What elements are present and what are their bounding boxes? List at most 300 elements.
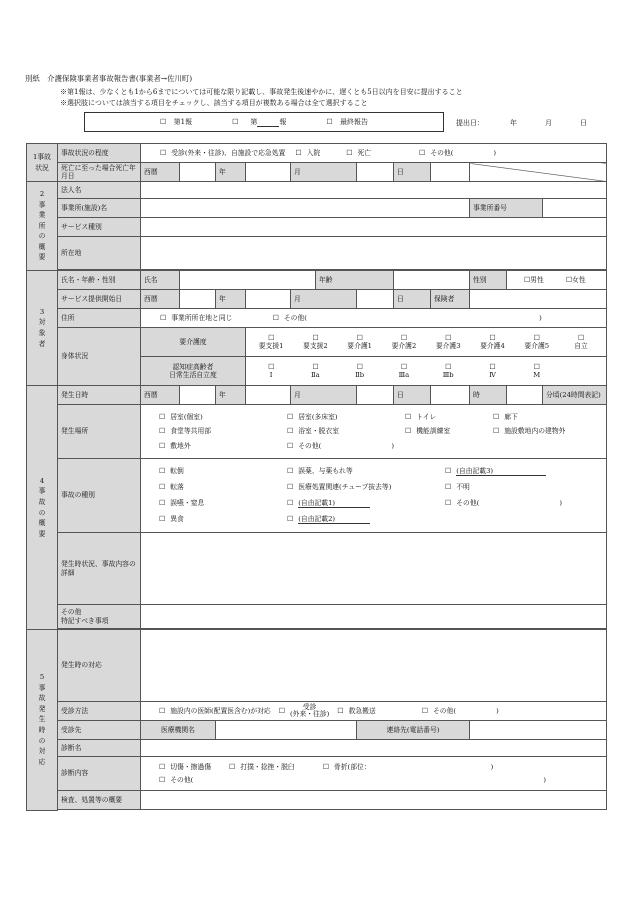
year-label: 年 [216, 290, 246, 309]
checkbox[interactable]: ☐ [159, 499, 166, 507]
checkbox[interactable]: ☐ [400, 362, 407, 371]
day-label: 日 [394, 290, 431, 309]
death-year-input[interactable] [180, 163, 216, 182]
care-level-text: 要支援1 [258, 342, 284, 350]
body-condition-label: 身体状況 [58, 328, 141, 386]
place-option-label: その他( [298, 441, 322, 450]
title-char: 時 [38, 726, 46, 735]
dementia-option[interactable] [249, 363, 293, 380]
dementia-level-text: Ⅱb [355, 371, 365, 379]
instruction-note-2: ※選択肢については該当する項目をチェックし、該当する項目が複数ある場合は全て選択すること [60, 99, 368, 107]
method-option-label: その他( [433, 706, 457, 715]
dementia-label [141, 357, 246, 386]
checkbox[interactable]: ☐ [268, 362, 275, 371]
place-option[interactable] [287, 427, 405, 435]
place-option[interactable] [493, 413, 607, 421]
checkbox[interactable]: ☐ [287, 412, 294, 421]
checkbox[interactable]: ☐ [533, 362, 540, 371]
detail-label: 発生時状況、事故内容の詳細 [58, 533, 141, 605]
title-char: 2 [39, 190, 45, 199]
start-year-input[interactable] [180, 290, 216, 309]
kind-option-label: (自由記載3) [456, 467, 546, 476]
office-number-input[interactable] [543, 199, 607, 218]
checkbox[interactable]: ☐ [160, 313, 167, 322]
method-option-visit[interactable] [279, 704, 330, 719]
checkbox[interactable]: ☐ [159, 776, 166, 784]
checkbox[interactable]: ☐ [577, 333, 585, 342]
response-label: 発生時の対応 [58, 630, 141, 702]
service-type-label: サービス種別 [58, 218, 141, 237]
checkbox[interactable]: ☐ [287, 483, 294, 492]
sex-male-option[interactable] [524, 276, 544, 284]
title-char: 対 [38, 318, 46, 327]
submit-month-label: 月 [545, 119, 552, 127]
subject-address-label: 住所 [58, 309, 141, 328]
title-char: 発 [38, 704, 46, 713]
kind-option-label: 転倒 [170, 467, 184, 476]
place-option[interactable] [405, 427, 493, 435]
dementia-level-text: Ⅲb [442, 371, 454, 379]
checkbox[interactable]: ☐ [159, 412, 166, 421]
checkbox[interactable]: ☐ [287, 499, 294, 507]
sex-female-label: 女性 [571, 275, 586, 284]
checkbox[interactable]: ☐ [445, 362, 452, 371]
place-label: 発生場所 [58, 405, 141, 459]
close-paren: ) [559, 499, 562, 507]
checkbox[interactable]: ☐ [565, 275, 572, 284]
office-name-label: 事業所(施設)名 [58, 199, 141, 218]
title-char: 故 [38, 497, 46, 506]
occ-year-input[interactable] [180, 386, 216, 405]
title-char: 所 [38, 221, 46, 230]
death-month-input[interactable] [357, 163, 394, 182]
diag-option-label: 骨折(部位： [333, 762, 371, 771]
care-level-text: 要支援2 [303, 342, 328, 350]
checkbox[interactable]: ☐ [356, 362, 363, 371]
kind-option[interactable] [287, 483, 445, 491]
place-option-label: 施設敷地内の建物外 [504, 427, 566, 436]
report-nth-suffix: 報 [279, 118, 287, 126]
place-option-label: 廊下 [504, 412, 518, 421]
death-day-input[interactable] [431, 163, 470, 182]
section-2-title [27, 182, 58, 271]
close-paren: ) [539, 313, 542, 322]
address-label: 所在地 [58, 237, 141, 270]
spacer [58, 810, 607, 811]
diag-option-label: その他( [170, 776, 194, 784]
checkbox[interactable]: ☐ [278, 706, 285, 715]
kind-option[interactable] [445, 467, 595, 476]
place-option[interactable] [405, 413, 493, 421]
severity-option-label: 入院 [306, 148, 321, 157]
place-option[interactable] [287, 413, 405, 421]
checkbox[interactable]: ☐ [445, 333, 452, 342]
month-label: 月 [291, 163, 357, 182]
place-option[interactable] [159, 442, 287, 450]
diag-option-label: 切傷・擦過傷 [170, 762, 212, 771]
submit-day-label: 日 [580, 119, 587, 127]
corp-name-label: 法人名 [58, 182, 141, 199]
checkbox[interactable]: ☐ [287, 467, 294, 476]
section-4-title-text [30, 476, 54, 539]
dementia-option[interactable] [382, 363, 426, 380]
report-nth-input[interactable] [257, 118, 279, 127]
place-option-label: 敷地外 [170, 441, 191, 450]
close-paren: ) [493, 148, 497, 157]
section-3-title [27, 271, 58, 386]
title-char: 要 [38, 529, 46, 538]
office-name-input[interactable] [141, 199, 470, 218]
diagonal-blank [470, 163, 607, 182]
severity-option-label: 死亡 [357, 148, 372, 157]
checkbox[interactable]: ☐ [489, 362, 496, 371]
title-char: 3 [39, 307, 45, 316]
report-type-box [84, 112, 444, 132]
dementia-option[interactable] [515, 363, 559, 380]
diag-option-other[interactable] [159, 776, 546, 784]
title-char: 事 [38, 487, 46, 496]
section-1-title [27, 144, 58, 182]
exam-label: 検査、処置等の概要 [58, 791, 141, 810]
subject-name-input[interactable] [180, 271, 316, 290]
report-first-label: 第1報 [173, 118, 193, 126]
care-level-option[interactable] [559, 334, 603, 351]
month-label: 月 [291, 386, 357, 405]
dementia-level-text: Ⅲa [398, 371, 410, 379]
response-input[interactable] [141, 630, 607, 702]
year-label: 年 [216, 163, 246, 182]
severity-option-hospital[interactable] [295, 149, 320, 157]
occurrence-datetime-label: 発生日時 [58, 386, 141, 405]
checkbox[interactable]: ☐ [405, 412, 412, 421]
kind-option-label: 誤薬、与薬もれ等 [298, 467, 353, 476]
dementia-level-text: Ⅰ [269, 371, 273, 379]
checkbox[interactable]: ☐ [287, 427, 294, 436]
kind-option[interactable] [159, 483, 287, 491]
era-label: 西暦 [141, 163, 180, 182]
era-label: 西暦 [141, 290, 180, 309]
care-level-option[interactable] [338, 334, 382, 351]
title-char: 概 [38, 242, 46, 251]
severity-option-label: 受診(外来・往診)、自施設で応急処置 [171, 148, 286, 157]
diagnosis-content-label: 診断内容 [58, 757, 141, 791]
place-option-other[interactable] [287, 442, 405, 450]
care-level-option[interactable] [470, 334, 514, 351]
accident-kind-label: 事故の種別 [58, 459, 141, 533]
submit-year-label: 年 [510, 119, 517, 127]
close-paren: ) [543, 776, 546, 784]
title-char: 4 [39, 476, 45, 485]
care-level-options [246, 328, 607, 357]
care-level-text: 要介護4 [480, 342, 505, 350]
method-option-doctor[interactable] [159, 707, 271, 715]
diagnosis-label: 診断名 [58, 740, 141, 757]
checkbox[interactable]: ☐ [493, 427, 500, 436]
corp-name-input[interactable] [141, 182, 607, 199]
kind-option[interactable] [287, 499, 445, 508]
accident-report-form [26, 143, 607, 811]
report-final-label: 最終報告 [340, 118, 369, 126]
consult-method-options [141, 702, 607, 721]
report-nth-prefix: 第 [250, 118, 258, 126]
care-level-text: 要介護2 [391, 342, 417, 350]
day-label: 日 [394, 163, 431, 182]
care-level-option[interactable] [293, 334, 337, 351]
checkbox[interactable]: ☐ [287, 515, 294, 524]
checkbox[interactable]: ☐ [159, 441, 166, 450]
section-4-title [27, 386, 58, 630]
dementia-options [246, 357, 607, 386]
checkbox[interactable]: ☐ [159, 515, 166, 524]
checkbox[interactable]: ☐ [337, 706, 344, 715]
dementia-spacer [559, 363, 603, 380]
place-option[interactable] [159, 413, 287, 421]
dementia-option[interactable] [426, 363, 470, 380]
severity-option-label: その他( [430, 148, 454, 157]
contact-label: 連絡先(電話番号) [357, 721, 470, 740]
report-first-option[interactable] [160, 117, 192, 127]
insurer-input[interactable] [470, 290, 607, 309]
kind-option[interactable] [287, 467, 445, 476]
occ-month-input[interactable] [246, 386, 291, 405]
checkbox[interactable]: ☐ [524, 275, 531, 284]
kind-option-label: 医療処置関連(チューブ抜去等) [298, 483, 392, 492]
title-char: 事 [38, 200, 46, 209]
dementia-option[interactable] [293, 363, 337, 380]
method-option-visit-line1: 受診 [302, 702, 317, 711]
care-level-text: 要介護3 [435, 342, 461, 350]
death-month-field[interactable] [246, 163, 291, 182]
start-month-input[interactable] [246, 290, 291, 309]
occ-day-input[interactable] [357, 386, 394, 405]
care-level-option[interactable] [382, 334, 426, 351]
checkbox[interactable]: ☐ [346, 148, 353, 157]
kind-option-label: 転落 [170, 483, 184, 492]
close-paren: ) [490, 762, 494, 771]
checkbox[interactable]: ☐ [419, 148, 426, 157]
title-char: 要 [38, 253, 46, 262]
checkbox[interactable]: ☐ [159, 706, 166, 715]
service-start-label: サービス提供開始日 [58, 290, 141, 309]
checkbox[interactable]: ☐ [322, 762, 329, 771]
checkbox[interactable]: ☐ [421, 706, 428, 715]
checkbox[interactable]: ☐ [445, 499, 452, 507]
dementia-option[interactable] [470, 363, 514, 380]
checkbox[interactable]: ☐ [287, 441, 294, 450]
checkbox[interactable]: ☐ [159, 762, 166, 771]
place-option[interactable] [493, 427, 607, 435]
method-option-visit-line2: (外来・往診) [290, 710, 330, 718]
checkbox[interactable]: ☐ [489, 333, 496, 342]
age-label: 年齢 [316, 271, 394, 290]
consult-dest-label: 受診先 [58, 721, 141, 740]
diagnosis-content-options [141, 757, 607, 791]
method-option-label: 救急搬送 [348, 706, 376, 715]
hour-label: 時 [470, 386, 507, 405]
exam-input[interactable] [141, 791, 607, 810]
diag-option[interactable] [323, 763, 494, 771]
other-notes-label-line1: その他 [61, 608, 82, 617]
diag-option[interactable] [229, 763, 295, 771]
dementia-level-text: Ⅳ [489, 371, 496, 379]
checkbox[interactable]: ☐ [312, 362, 319, 371]
close-paren: ) [391, 441, 394, 450]
office-number-label: 事業所番号 [470, 199, 543, 218]
care-level-text: 要介護1 [347, 342, 373, 350]
year-label: 年 [216, 386, 246, 405]
report-nth-option[interactable] [232, 117, 286, 127]
title-char: の [38, 232, 46, 241]
occ-minute-input[interactable] [507, 386, 543, 405]
severity-option-other[interactable] [419, 149, 496, 157]
age-input[interactable] [394, 271, 470, 290]
diagnosis-input[interactable] [141, 740, 607, 757]
minute-note: 分頃(24時間表記) [543, 386, 607, 405]
place-option-label: 居室(多床室) [298, 412, 338, 421]
title-char: 者 [38, 339, 46, 348]
kind-option[interactable] [159, 515, 287, 524]
accident-kind-options [141, 459, 607, 533]
care-level-label: 要介護度 [141, 328, 246, 357]
checkbox[interactable]: ☐ [533, 333, 540, 342]
checkbox[interactable]: ☐ [159, 467, 166, 476]
section-1-title-text: 1事故状況 [33, 152, 51, 172]
place-option-label: 機能訓練室 [416, 427, 451, 436]
method-option-ambulance[interactable] [337, 707, 375, 715]
kind-option-label: 不明 [456, 483, 470, 492]
month-label: 月 [291, 290, 357, 309]
service-type-input[interactable] [141, 218, 607, 237]
kind-option[interactable] [445, 483, 595, 491]
subject-name-label: 氏名・年齢・性別 [58, 271, 141, 290]
checkbox[interactable]: ☐ [232, 118, 239, 126]
death-date-label: 死亡に至った場合死亡年月日 [58, 163, 141, 182]
close-paren: ) [496, 706, 499, 715]
contact-input[interactable] [470, 721, 607, 740]
place-options [141, 405, 607, 459]
severity-option-treatment[interactable] [160, 149, 285, 157]
title-char: 事 [38, 683, 46, 692]
checkbox[interactable]: ☐ [272, 313, 279, 322]
address-same-option[interactable] [160, 314, 232, 322]
title-char: 対 [38, 747, 46, 756]
subject-address-options [141, 309, 607, 328]
hospital-name-input[interactable] [216, 721, 357, 740]
care-level-option[interactable] [249, 334, 293, 351]
severity-label: 事故状況の程度 [58, 144, 141, 163]
title-char: 故 [38, 694, 46, 703]
care-level-text: 要介護5 [524, 342, 550, 350]
title-char: 概 [38, 519, 46, 528]
checkbox[interactable]: ☐ [160, 148, 167, 157]
address-other-option[interactable] [273, 314, 307, 322]
hospital-name-label: 医療機関名 [141, 721, 216, 740]
title-char: 応 [38, 757, 46, 766]
sex-male-label: 男性 [530, 275, 544, 284]
checkbox[interactable]: ☐ [229, 762, 236, 771]
section-5-title [27, 630, 58, 811]
name-label: 氏名 [141, 271, 180, 290]
submit-date-label: 提出日： [456, 119, 484, 127]
page-title: 別紙 介護保険事業者事故報告書(事業者→佐川町) [25, 74, 193, 83]
place-option-label: トイレ [416, 412, 437, 421]
sex-options [507, 271, 607, 290]
checkbox[interactable]: ☐ [295, 148, 302, 157]
dementia-option[interactable] [338, 363, 382, 380]
section-2-title-text [30, 189, 54, 263]
submit-date [456, 118, 587, 128]
other-notes-label [58, 605, 141, 629]
method-option-label: 施設内の医師(配置医含む)が対応 [170, 706, 271, 715]
sex-female-option[interactable] [566, 276, 586, 284]
title-char: の [38, 508, 46, 517]
checkbox[interactable]: ☐ [326, 118, 333, 126]
address-input[interactable] [141, 237, 607, 270]
insurer-label: 保険者 [431, 290, 470, 309]
place-option-label: 浴室・脱衣室 [298, 427, 340, 436]
checkbox[interactable]: ☐ [445, 483, 452, 492]
dementia-level-text: M [533, 371, 541, 379]
start-day-input[interactable] [357, 290, 394, 309]
dementia-label-line2: 日常生活自立度 [169, 371, 217, 379]
address-other-label: その他( [283, 313, 307, 322]
occ-hour-input[interactable] [431, 386, 470, 405]
kind-option-label: その他( [456, 499, 480, 507]
report-final-option[interactable] [326, 117, 368, 127]
sex-label: 性別 [470, 271, 507, 290]
era-label: 西暦 [141, 386, 180, 405]
diag-option[interactable] [159, 763, 211, 771]
severity-options [141, 144, 607, 163]
dementia-label-line1: 認知症高齢者 [172, 362, 214, 371]
section-3-title-text [30, 307, 54, 349]
care-level-option[interactable] [426, 334, 470, 351]
care-level-option[interactable] [515, 334, 559, 351]
care-level-text: 自立 [574, 342, 588, 350]
checkbox[interactable]: ☐ [312, 333, 319, 342]
place-option[interactable] [159, 427, 287, 435]
checkbox[interactable]: ☐ [356, 333, 363, 342]
kind-option[interactable] [287, 515, 445, 524]
place-option-label: 食堂等共用部 [170, 427, 212, 436]
checkbox[interactable]: ☐ [159, 483, 166, 492]
severity-option-death[interactable] [346, 149, 371, 157]
kind-option[interactable] [159, 467, 287, 476]
kind-option-label: (自由記載1) [298, 499, 370, 508]
place-option-label: 居室(個室) [170, 412, 203, 421]
section-5-title-text [30, 672, 54, 767]
title-char: 業 [38, 211, 46, 220]
title-char: 生 [38, 715, 46, 724]
other-notes-input[interactable] [141, 605, 607, 629]
checkbox[interactable]: ☐ [159, 118, 167, 126]
checkbox[interactable]: ☐ [400, 333, 407, 342]
kind-option[interactable] [159, 499, 287, 508]
method-option-other[interactable] [422, 707, 499, 715]
kind-option-label: 異食 [170, 515, 184, 524]
checkbox[interactable]: ☐ [445, 467, 452, 476]
kind-option-label: 誤嚥・窒息 [170, 499, 205, 507]
day-label: 日 [394, 386, 431, 405]
detail-input[interactable] [141, 533, 607, 605]
kind-option-other[interactable] [445, 499, 595, 508]
checkbox[interactable]: ☐ [159, 427, 166, 436]
checkbox[interactable]: ☐ [493, 412, 500, 421]
checkbox[interactable]: ☐ [268, 333, 275, 342]
checkbox[interactable]: ☐ [405, 427, 412, 436]
address-same-label: 事業所所在地と同じ [171, 313, 233, 322]
kind-option-label: (自由記載2) [298, 515, 370, 524]
